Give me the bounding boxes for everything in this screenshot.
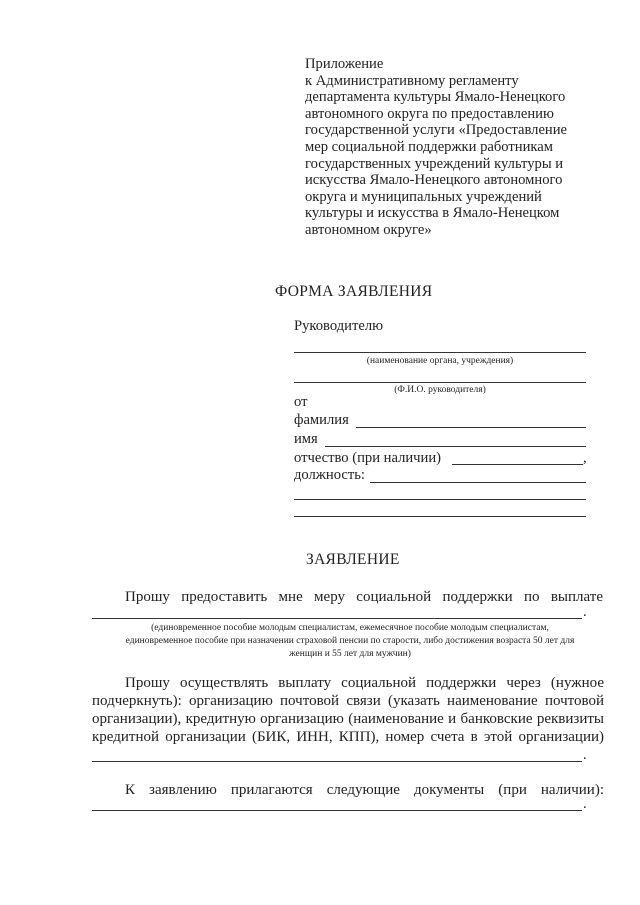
- header-line: культуры и искусства в Ямало-Ненецком: [305, 205, 560, 222]
- patronymic-label: отчество (при наличии): [294, 450, 442, 466]
- para-line: кредитной организации (БИК, ИНН, КПП), номер счета в этой организации): [92, 729, 604, 745]
- from-label: от: [294, 394, 308, 410]
- dot: .: [583, 747, 587, 763]
- header-line: государственной услуги «Предоставление: [305, 122, 568, 139]
- header-line: искусства Ямало-Ненецкого автономного: [305, 172, 563, 189]
- position-label: должность:: [294, 467, 365, 483]
- position-field[interactable]: [370, 482, 586, 483]
- para-line: подчеркнуть): организацию почтовой связи (указать наименование почтовой: [92, 693, 604, 709]
- header-line: автономного округа по предоставлению: [305, 105, 554, 122]
- dot: .: [583, 604, 587, 620]
- comma: ,: [583, 450, 587, 466]
- benefit-type-hint: [80, 622, 620, 661]
- hint-line: (единовременное пособие молодым специалистам, ежемесячное пособие молодым специалистам,: [151, 623, 549, 633]
- header-line: мер социальной поддержки работникам: [305, 138, 553, 155]
- header-line: департамента культуры Ямало-Ненецкого: [305, 89, 566, 106]
- header-line: округа и муниципальных учреждений: [305, 188, 542, 205]
- appendix-header: [305, 56, 625, 239]
- surname-label: фамилия: [294, 412, 349, 428]
- header-line: к Административному регламенту: [305, 72, 519, 89]
- extra-line[interactable]: [294, 516, 586, 517]
- payment-method-paragraph: [92, 674, 604, 746]
- extra-line[interactable]: [294, 499, 586, 500]
- head-name-hint: (Ф.И.О. руководителя): [394, 385, 486, 395]
- patronymic-field[interactable]: [452, 464, 583, 465]
- name-field[interactable]: [325, 446, 586, 447]
- header-line: государственных учреждений культуры и: [305, 155, 564, 172]
- dot: .: [583, 796, 587, 812]
- surname-field[interactable]: [356, 427, 586, 428]
- name-label: имя: [294, 431, 318, 447]
- header-line: автономном округе»: [305, 221, 432, 238]
- org-name-field[interactable]: [294, 352, 586, 353]
- addressee-label: Руководителю: [294, 318, 384, 334]
- org-name-hint: (наименование органа, учреждения): [366, 356, 514, 366]
- documents-field[interactable]: [92, 810, 582, 811]
- request-text: Прошу предоставить мне меру социальной поддержки по выплате: [125, 589, 603, 605]
- header-line: Приложение: [305, 56, 384, 72]
- para-line: Прошу осуществлять выплату социальной поддержки через (нужное: [125, 675, 604, 691]
- head-name-field[interactable]: [294, 382, 586, 383]
- hint-line: женщин и 55 лет для мужчин): [289, 649, 411, 659]
- benefit-type-field[interactable]: [92, 618, 582, 619]
- form-title: ФОРМА ЗАЯВЛЕНИЯ: [275, 283, 433, 300]
- hint-line: единовременное пособие при назначении страховой пенсии по старости, либо достижения возраста 50 лет для: [125, 636, 575, 646]
- para-line: организации), кредитную организацию (наименование и банковские реквизиты: [92, 711, 604, 727]
- documents-text: К заявлению прилагаются следующие документы (при наличии):: [125, 782, 604, 798]
- statement-title: ЗАЯВЛЕНИЕ: [306, 551, 400, 568]
- payment-details-field[interactable]: [92, 761, 582, 762]
